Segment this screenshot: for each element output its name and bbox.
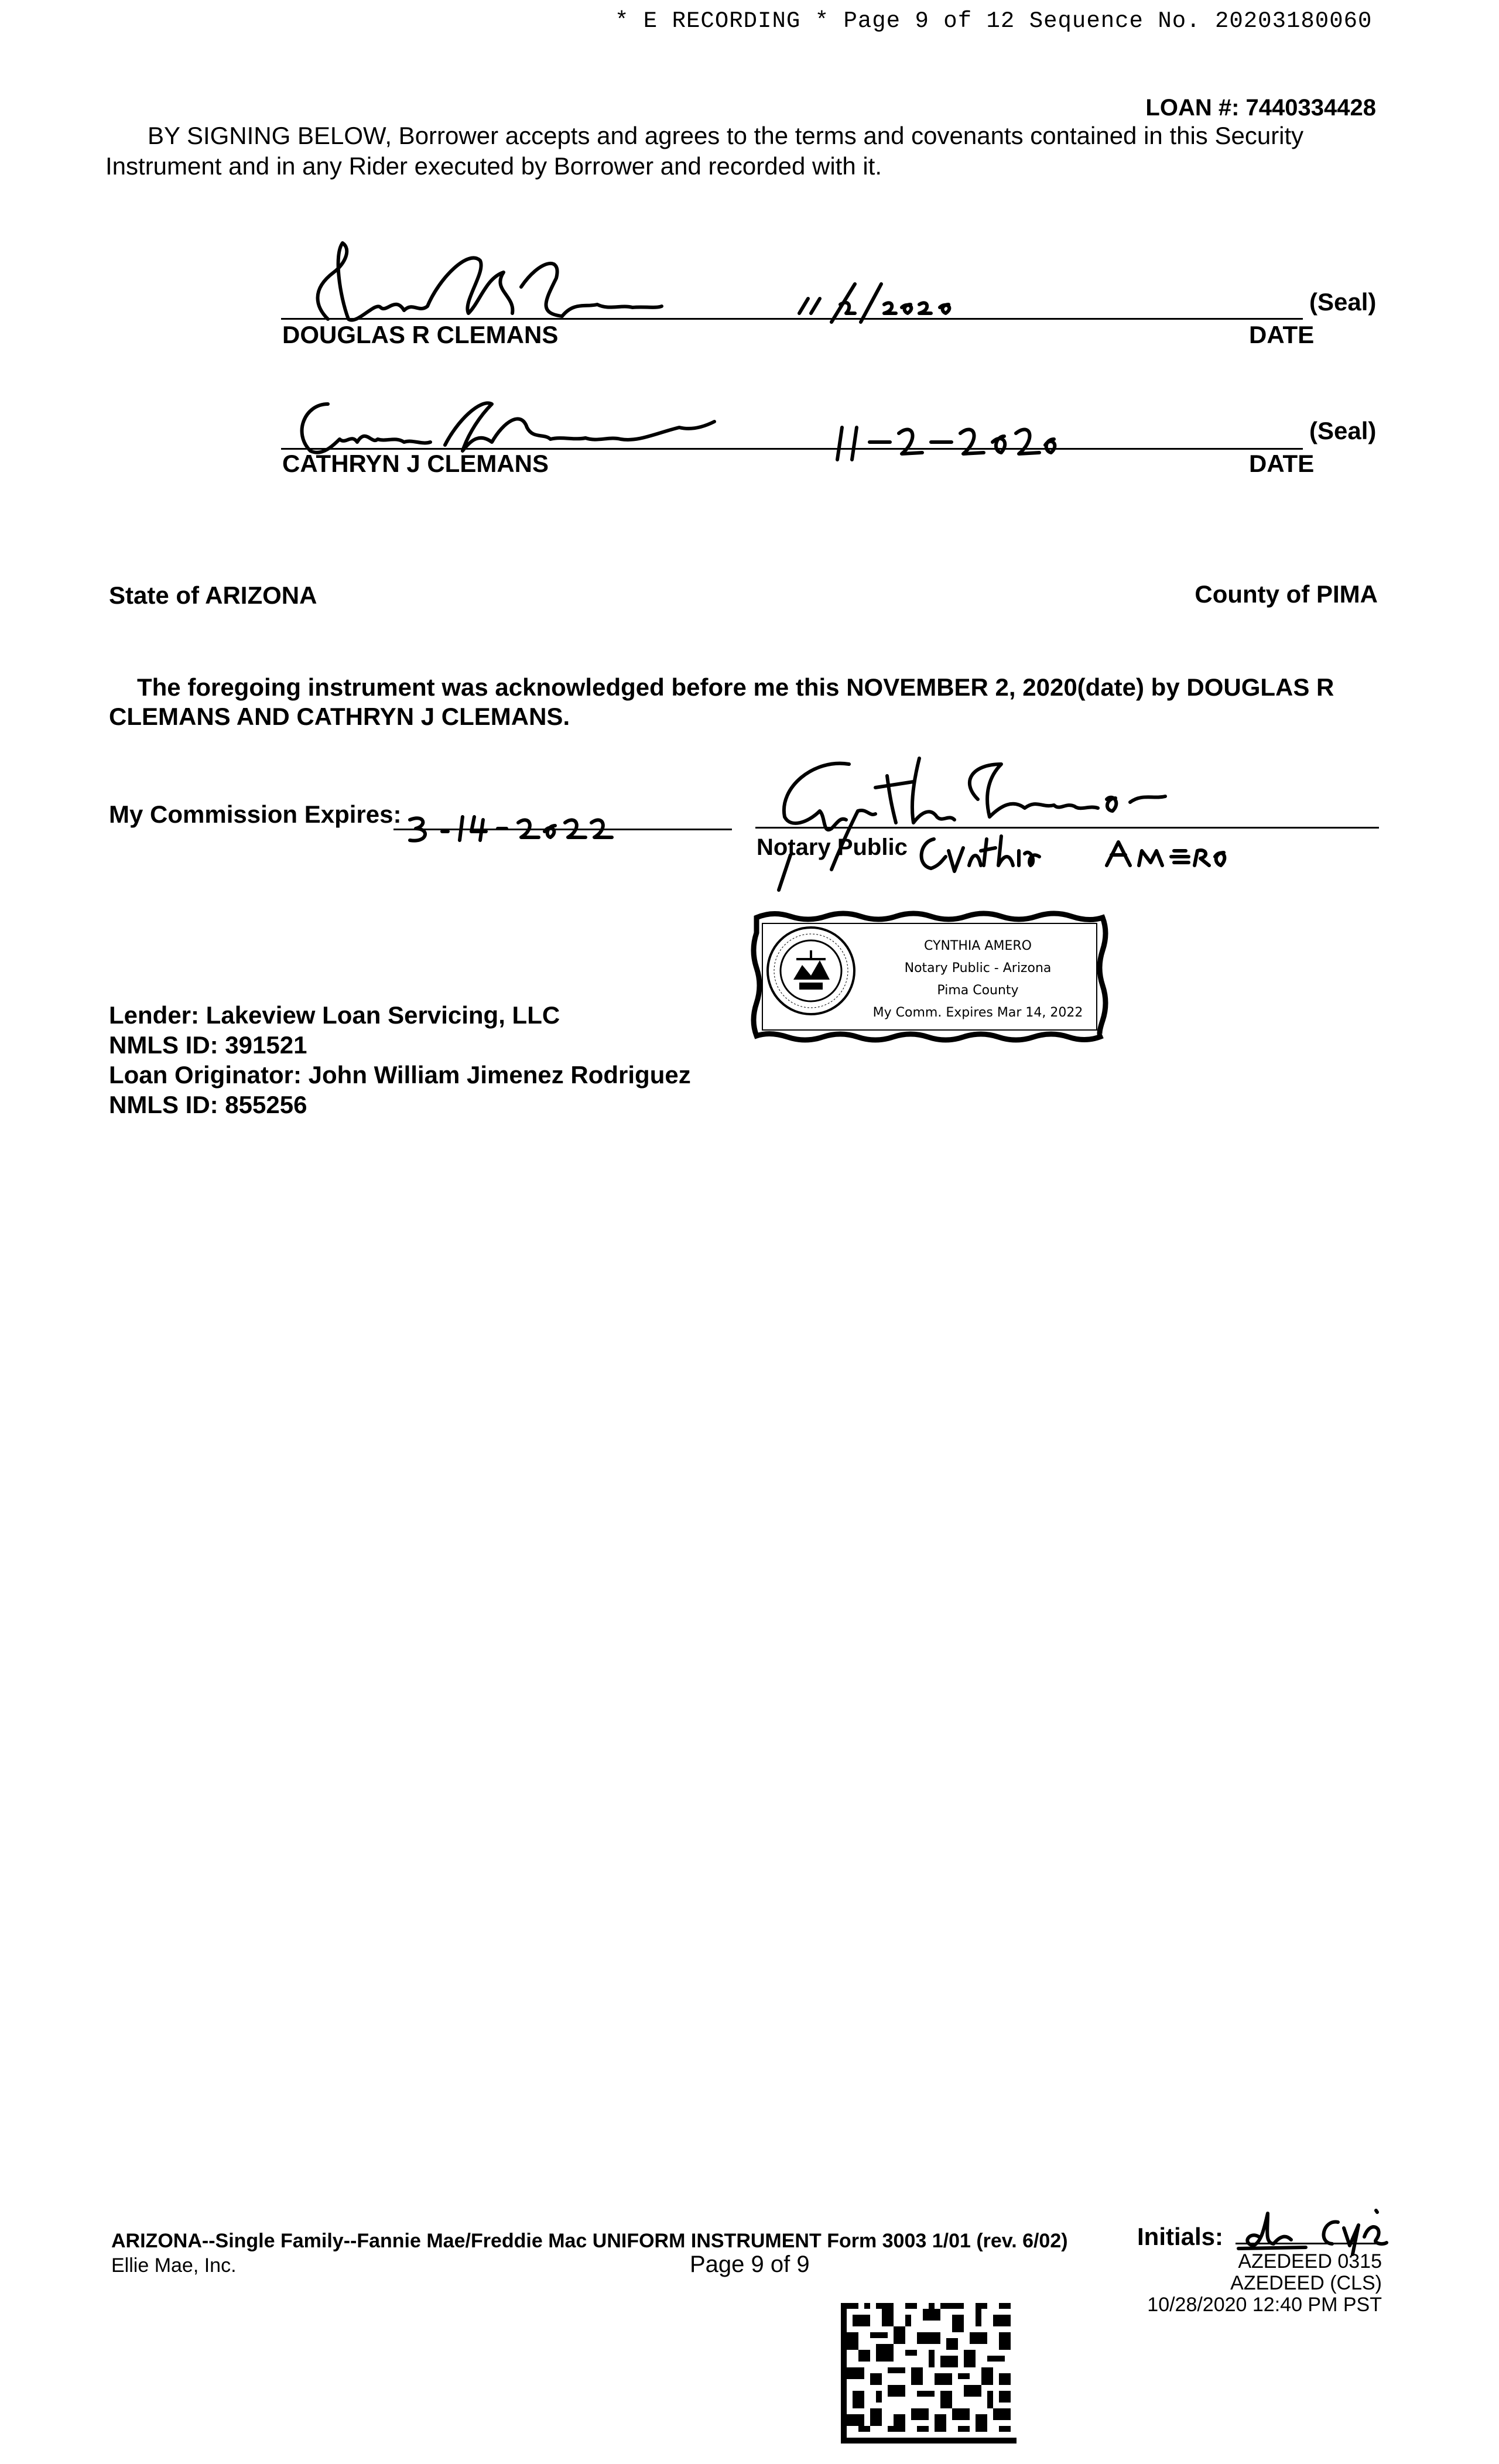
borrower-2-date-handwritten (831, 419, 1060, 466)
acknowledgment-line-2: CLEMANS AND CATHRYN J CLEMANS. (109, 703, 570, 730)
loan-originator: Loan Originator: John William Jimenez Rodriguez (109, 1061, 691, 1089)
intro-line-1: BY SIGNING BELOW, Borrower accepts and agrees to the terms and covenants contained in this Security (148, 122, 1304, 149)
borrower-1-date-label: DATE (1249, 321, 1315, 348)
state-seal-icon (764, 924, 858, 1018)
notary-public-label: Notary Public (757, 834, 908, 860)
borrower-1-seal: (Seal) (1309, 288, 1377, 316)
lender-nmls-id: NMLS ID: 391521 (109, 1031, 307, 1059)
intro-line-2: Instrument and in any Rider executed by Borrower and recorded with it. (105, 152, 882, 180)
stamp-expiration: My Comm. Expires Mar 14, 2022 (872, 1005, 1083, 1020)
stamp-notary-title: Notary Public - Arizona (904, 961, 1052, 976)
footer-timestamp: 10/28/2020 12:40 PM PST (1147, 2294, 1382, 2316)
borrower-2-seal: (Seal) (1309, 417, 1377, 444)
borrower-2-name: CATHRYN J CLEMANS (282, 450, 549, 477)
state-label: State of ARIZONA (109, 581, 317, 609)
initials-handwritten (1236, 2208, 1388, 2254)
page-number: Page 9 of 9 (690, 2251, 810, 2277)
borrower-1-date-handwritten (796, 281, 984, 328)
acknowledgment-line-1: The foregoing instrument was acknowledged before me this NOVEMBER 2, 2020(date) by DOUGLAS R (137, 673, 1334, 701)
county-label: County of PIMA (1195, 580, 1378, 608)
initials-label: Initials: (1137, 2223, 1224, 2250)
document-barcode (841, 2303, 1017, 2444)
stamp-notary-name: CYNTHIA AMERO (924, 939, 1032, 953)
form-identifier: ARIZONA--Single Family--Fannie Mae/Freddie Mac UNIFORM INSTRUMENT Form 3003 1/01 (rev. 6/02) (111, 2230, 1068, 2252)
borrower-1-signature-line (281, 318, 1303, 320)
footer-code-2: AZEDEED (CLS) (1230, 2272, 1382, 2294)
initials-line (1236, 2243, 1382, 2244)
borrower-1-name: DOUGLAS R CLEMANS (282, 321, 559, 348)
commission-line (393, 829, 732, 830)
vendor-name: Ellie Mae, Inc. (111, 2254, 237, 2277)
notary-signature-line (755, 827, 1379, 829)
commission-expires-label: My Commission Expires: (109, 800, 402, 828)
borrower-2-date-label: DATE (1249, 450, 1315, 477)
stamp-county: Pima County (937, 983, 1019, 998)
lender-block (109, 1000, 691, 1120)
recording-header: * E RECORDING * Page 9 of 12 Sequence No. 20203180060 (615, 8, 1373, 34)
lender-name: Lender: Lakeview Loan Servicing, LLC (109, 1001, 560, 1029)
notary-stamp (750, 909, 1110, 1044)
originator-nmls-id: NMLS ID: 855256 (109, 1091, 307, 1118)
loan-number: LOAN #: 7440334428 (1145, 95, 1376, 121)
notary-printed-name-handwritten (913, 830, 1230, 877)
footer-codes (1147, 2251, 1382, 2316)
footer-code-1: AZEDEED 0315 (1238, 2250, 1382, 2273)
